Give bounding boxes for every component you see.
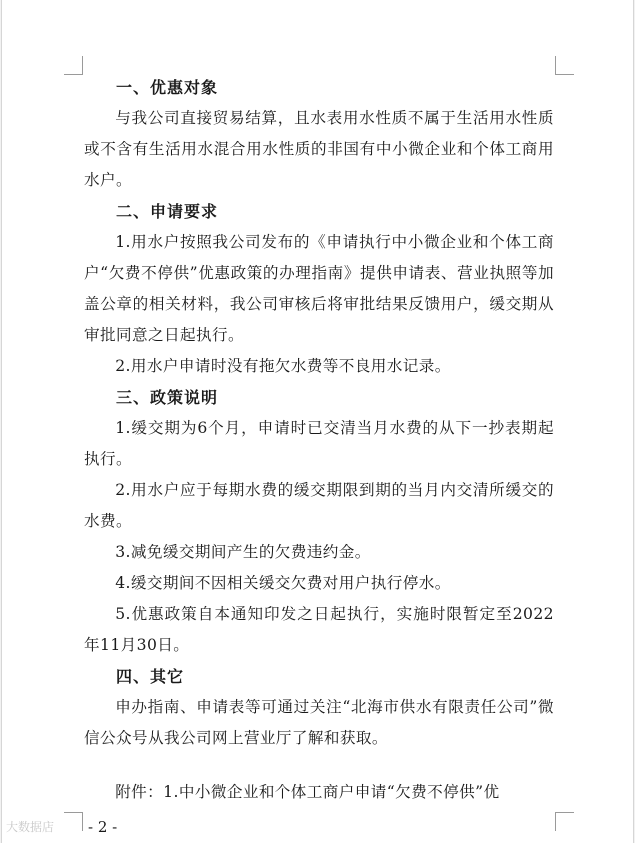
document-body xyxy=(84,72,554,808)
margin-mark-top-left xyxy=(64,56,83,75)
section-heading-other: 四、其它 xyxy=(116,667,185,686)
page-number: - 2 - xyxy=(88,818,118,836)
section-heading-requirements: 二、申请要求 xyxy=(116,202,219,221)
document-page xyxy=(1,0,634,843)
paragraph-requirement-1: 1.用水户按照我公司发布的《申请执行中小微企业和个体工商户“欠费不停供”优惠政策的办理指南》提供申请表、营业执照等加盖公章的相关材料，我公司审核后将审批结果反馈用户，缓交期从审批同意之日起执行。 xyxy=(84,233,554,344)
margin-mark-top-right xyxy=(555,56,574,75)
paragraph-policy-1: 1.缓交期为6个月，申请时已交清当月水费的从下一抄表期起执行。 xyxy=(84,419,554,468)
paragraph-other: 申办指南、申请表等可通过关注“北海市供水有限责任公司”微信公众号从我公司网上营业厅了解和获取。 xyxy=(84,698,554,747)
section-heading-policy: 三、政策说明 xyxy=(116,388,219,407)
paragraph-policy-4: 4.缓交期间不因相关缓交欠费对用户执行停水。 xyxy=(115,574,451,592)
margin-mark-bottom-left xyxy=(64,812,83,831)
watermark-text: 大数据店 xyxy=(6,820,55,834)
paragraph-policy-2: 2.用水户应于每期水费的缓交期限到期的当月内交清所缓交的水费。 xyxy=(84,481,554,530)
margin-mark-bottom-right xyxy=(555,812,574,831)
paragraph-eligibility: 与我公司直接贸易结算，且水表用水性质不属于生活用水性质或不含有生活用水混合用水性质的非国有中小微企业和个体工商用水户。 xyxy=(84,109,554,189)
paragraph-requirement-2: 2.用水户申请时没有拖欠水费等不良用水记录。 xyxy=(115,357,451,375)
paragraph-policy-3: 3.减免缓交期间产生的欠费违约金。 xyxy=(115,543,371,561)
section-heading-eligibility: 一、优惠对象 xyxy=(116,78,219,97)
paragraph-policy-5: 5.优惠政策自本通知印发之日起执行，实施时限暂定至2022年11月30日。 xyxy=(84,605,554,654)
paragraph-attachment: 附件：1.中小微企业和个体工商户申请“欠费不停供”优 xyxy=(115,783,500,801)
